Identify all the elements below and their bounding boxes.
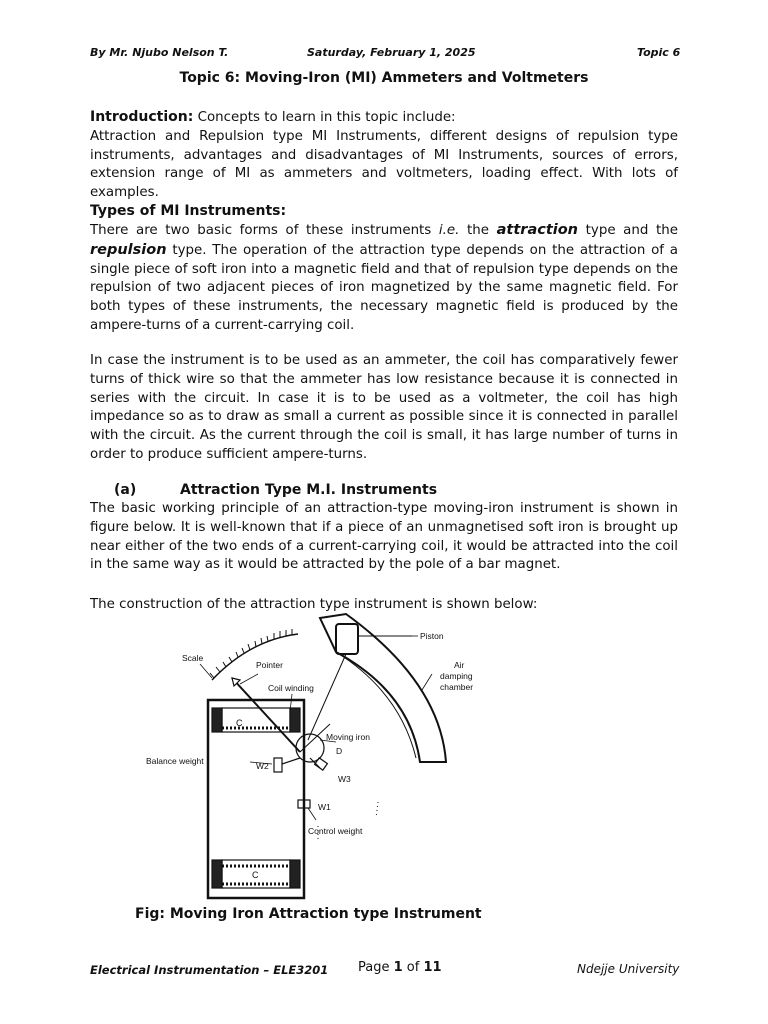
label-control-weight: Control weight	[308, 826, 363, 836]
footer-page-total: 11	[423, 960, 442, 975]
label-w1: W1	[318, 802, 331, 812]
footer-course: Electrical Instrumentation – ELE3201	[90, 963, 329, 977]
page-title: Topic 6: Moving-Iron (MI) Ammeters and Voltmeters	[179, 70, 589, 86]
footer-of-word: of	[402, 960, 424, 975]
intro-heading: Introduction:	[90, 109, 194, 125]
label-coil-c-top: C	[236, 718, 243, 728]
label-balance-weight: Balance weight	[146, 756, 204, 766]
label-coil-winding: Coil winding	[268, 683, 314, 693]
piston	[336, 624, 358, 654]
attraction-instrument-figure	[140, 612, 490, 904]
types-repulsion: repulsion	[90, 241, 167, 258]
label-damping: damping	[440, 671, 473, 681]
header-date: Saturday, February 1, 2025	[307, 46, 476, 59]
label-pointer: Pointer	[256, 660, 283, 670]
types-p1-text-a: There are two basic forms of these instruments	[90, 223, 439, 238]
footer-page-num: 1	[393, 960, 403, 975]
types-attraction: attraction	[496, 222, 579, 238]
label-d: D	[336, 746, 343, 756]
figure-caption: Fig: Moving Iron Attraction type Instrument	[135, 906, 482, 922]
label-scale: Scale	[182, 653, 204, 663]
types-ie: i.e.	[438, 223, 460, 238]
label-piston: Piston	[420, 631, 444, 641]
label-moving-iron: Moving iron	[326, 732, 370, 742]
intro-body: Attraction and Repulsion type MI Instruments, different designs of repulsion type instruments, advantages and disadvantages of MI Instruments, sources of errors, extension range of MI as ammeters and voltmeters, loading effect. With lots of examples.	[90, 128, 678, 201]
label-coil-c-bottom: C	[252, 870, 259, 880]
section-a-title: Attraction Type M.I. Instruments	[180, 482, 438, 498]
label-chamber: chamber	[440, 682, 474, 692]
intro-paragraph	[90, 108, 678, 203]
types-p1-text-c: type and the	[578, 223, 678, 238]
section-a-paragraph-1: The basic working principle of an attraction-type moving-iron instrument is shown in figure below. It is well-known that if a piece of an unmagnetised soft iron is brought up near either of the two ends of a current-carrying coil, it would be attracted into the coil in the same way as it would be attracted by the pole of a bar magnet.	[90, 501, 678, 573]
types-heading: Types of MI Instruments:	[90, 203, 287, 219]
types-paragraph-1	[90, 221, 678, 336]
scale-arc	[212, 634, 298, 680]
footer-university: Ndejje University	[577, 962, 680, 976]
types-p1-text-b: the	[459, 223, 497, 238]
balance-weight-w2	[274, 758, 282, 772]
section-a-label: (a)	[114, 482, 137, 498]
footer-page	[358, 960, 442, 975]
section-a-paragraph-2: The construction of the attraction type instrument is shown below:	[90, 597, 538, 612]
header-author: By Mr. Njubo Nelson T.	[90, 46, 229, 59]
intro-lead: Concepts to learn in this topic include:	[193, 110, 456, 125]
footer-page-word: Page	[358, 960, 394, 975]
types-p1-text-d: type. The operation of the attraction type depends on the attraction of a single piece of soft iron into a magnetic field and that of repulsion type depends on the repulsion of two adjacent pieces of iron magnetized by the same magnetic field. For both types of these instruments, the necessary magnetic field is produced by the ampere-turns of a current-carrying coil.	[90, 242, 678, 333]
types-paragraph-2: In case the instrument is to be used as an ammeter, the coil has comparatively fewer turns of thick wire so that the ammeter has low resistance because it is connected in series with the circuit. In case it is to be used as a voltmeter, the coil has high impedance so as to draw as small a current as possible since it is connected in parallel with the circuit. As the current through the coil is small, it has large number of turns in order to produce sufficient ampere-turns.	[90, 353, 678, 462]
label-w3: W3	[338, 774, 351, 784]
label-w2: W2	[256, 761, 269, 771]
label-air: Air	[454, 660, 465, 670]
header-topic: Topic 6	[637, 46, 681, 59]
